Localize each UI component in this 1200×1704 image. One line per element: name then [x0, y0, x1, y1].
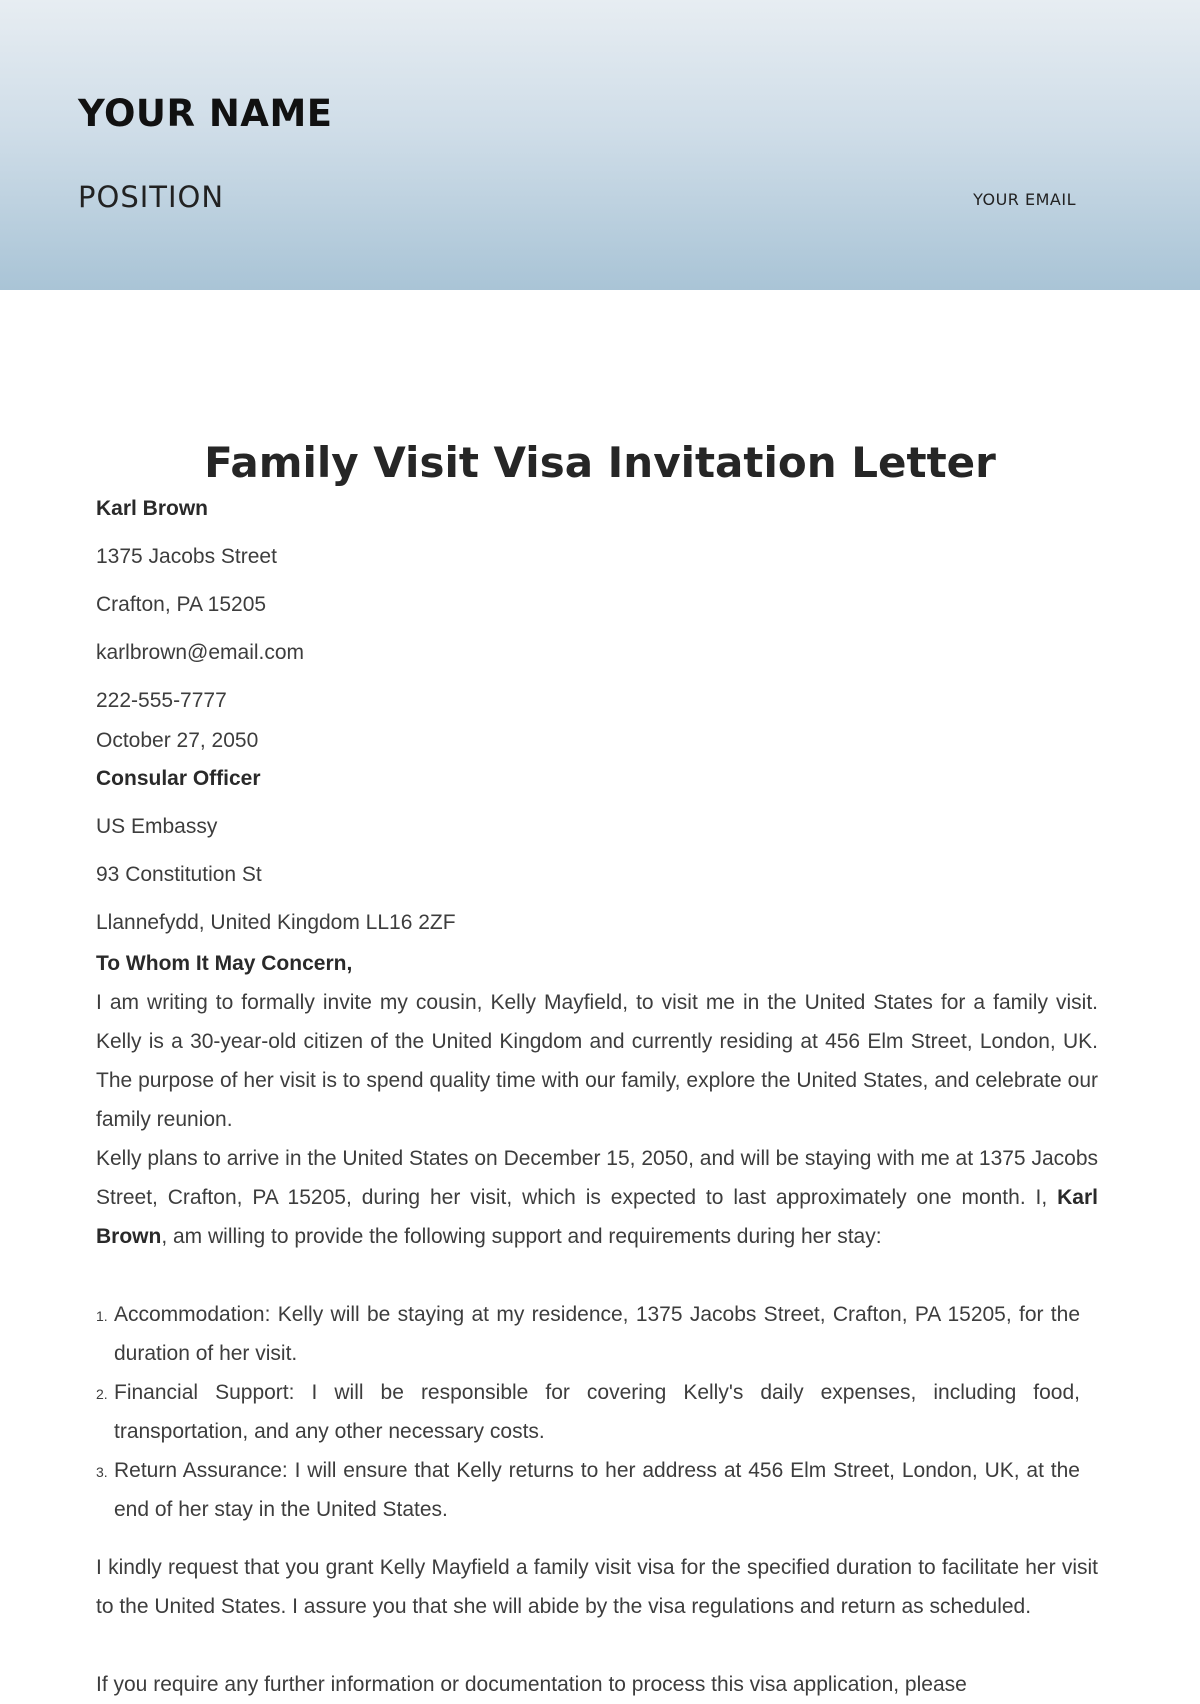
body-paragraph-1: I am writing to formally invite my cousin, Kelly Mayfield, to visit me in the United States for a family visit. Kelly is a 30-year-old citizen of the United Kingdom and currently residing at 456 Elm Street, London, UK. The purpose of her visit is to spend quality time with our family, explore the United States, and celebrate our family reunion.	[96, 991, 1098, 1131]
list-number: 3.	[96, 1464, 108, 1480]
recipient-org: US Embassy	[96, 815, 218, 838]
list-number: 2.	[96, 1386, 108, 1402]
list-item	[96, 1295, 1080, 1373]
list-number: 1.	[96, 1308, 108, 1324]
p2-sender-name: Karl Brown	[96, 1186, 1098, 1248]
header-position: POSITION	[78, 180, 225, 214]
header-name: YOUR NAME	[78, 92, 333, 135]
list-text: Accommodation: Kelly will be staying at my residence, 1375 Jacobs Street, Crafton, PA 15205, for the duration of her visit.	[114, 1303, 1080, 1365]
list-item	[96, 1373, 1080, 1451]
support-list	[96, 1295, 1080, 1529]
list-text: Return Assurance: I will ensure that Kelly returns to her address at 456 Elm Street, London, UK, at the end of her stay in the United States.	[114, 1459, 1080, 1521]
salutation: To Whom It May Concern,	[96, 952, 353, 975]
sender-phone: 222-555-7777	[96, 689, 227, 712]
body-paragraph-2	[96, 1139, 1098, 1256]
recipient-title: Consular Officer	[96, 767, 261, 790]
recipient-street: 93 Constitution St	[96, 863, 262, 886]
sender-city: Crafton, PA 15205	[96, 593, 267, 616]
recipient-city: Llannefydd, United Kingdom LL16 2ZF	[96, 911, 456, 934]
letterhead	[0, 0, 1200, 290]
sender-name: Karl Brown	[96, 497, 209, 520]
document-title: Family Visit Visa Invitation Letter	[204, 438, 996, 487]
sender-email: karlbrown@email.com	[96, 641, 305, 664]
body-paragraph-4: If you require any further information or documentation to process this visa application, please	[96, 1673, 967, 1696]
letter-date: October 27, 2050	[96, 729, 259, 752]
sender-street: 1375 Jacobs Street	[96, 545, 277, 568]
p2-text-after: , am willing to provide the following support and requirements during her stay:	[161, 1225, 882, 1248]
body-paragraph-3: I kindly request that you grant Kelly Mayfield a family visit visa for the specified duration to facilitate her visit to the United States. I assure you that she will abide by the visa regulations and return as scheduled.	[96, 1556, 1098, 1618]
header-email: YOUR EMAIL	[973, 190, 1076, 209]
p2-text-before: Kelly plans to arrive in the United States on December 15, 2050, and will be staying with me at 1375 Jacobs Street, Crafton, PA 15205, during her visit, which is expected to last approximately one month. I,	[96, 1147, 1098, 1209]
list-item	[96, 1451, 1080, 1529]
list-text: Financial Support: I will be responsible for covering Kelly's daily expenses, including food, transportation, and any other necessary costs.	[114, 1381, 1080, 1443]
